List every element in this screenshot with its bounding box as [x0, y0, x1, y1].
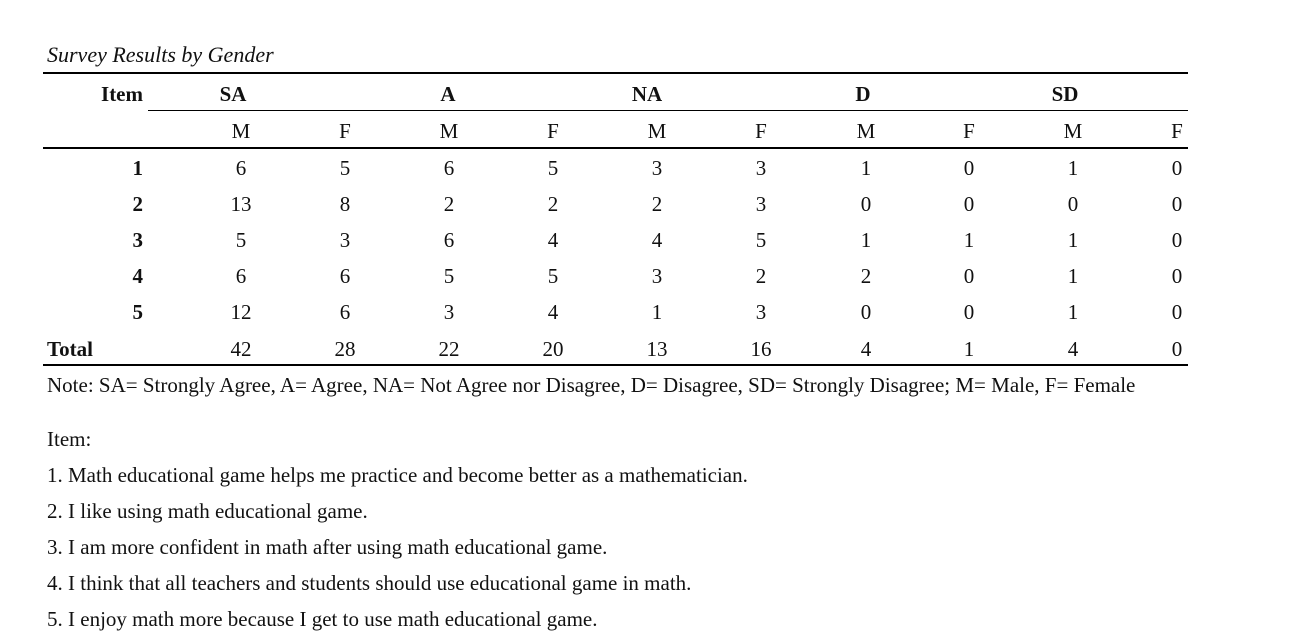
item-line-4: 4. I think that all teachers and students should use educational game in math.	[47, 571, 692, 595]
table-header-rule	[43, 147, 1188, 149]
total-cell: 4	[860, 337, 872, 361]
gender-header: F	[963, 119, 975, 143]
table-cell: 0	[963, 300, 975, 324]
table-cell: 3	[755, 156, 767, 180]
table-cell: 4	[547, 228, 559, 252]
row-label: 1	[132, 156, 143, 180]
gender-header: F	[1171, 119, 1183, 143]
table-cell: 3	[755, 192, 767, 216]
table-cell: 0	[1067, 192, 1079, 216]
table-cell: 5	[443, 264, 455, 288]
item-header: Item	[101, 82, 143, 106]
total-cell: 1	[963, 337, 975, 361]
gender-header: F	[339, 119, 351, 143]
table-cell: 3	[651, 264, 663, 288]
group-header-na: NA	[631, 82, 663, 106]
gender-header: M	[231, 119, 251, 143]
table-cell: 0	[860, 192, 872, 216]
table-cell: 8	[339, 192, 351, 216]
table-cell: 0	[1171, 156, 1183, 180]
table-cell: 6	[339, 300, 351, 324]
table-cell: 1	[1067, 300, 1079, 324]
gender-header: M	[856, 119, 876, 143]
table-cell: 2	[443, 192, 455, 216]
gender-header: M	[439, 119, 459, 143]
total-label: Total	[47, 337, 93, 361]
table-cell: 6	[235, 264, 247, 288]
table-cell: 4	[547, 300, 559, 324]
table-cell: 6	[443, 228, 455, 252]
table-cell: 1	[1067, 228, 1079, 252]
table-cell: 0	[963, 156, 975, 180]
table-cell: 2	[547, 192, 559, 216]
row-label: 5	[132, 300, 143, 324]
total-cell: 42	[230, 337, 252, 361]
total-cell: 20	[542, 337, 564, 361]
total-cell: 28	[334, 337, 356, 361]
gender-header: M	[647, 119, 667, 143]
table-cell: 1	[1067, 156, 1079, 180]
table-cell: 1	[651, 300, 663, 324]
gender-header: M	[1063, 119, 1083, 143]
table-cell: 1	[1067, 264, 1079, 288]
table-cell: 5	[547, 264, 559, 288]
table-cell: 1	[963, 228, 975, 252]
table-note: Note: SA= Strongly Agree, A= Agree, NA= Not Agree nor Disagree, D= Disagree, SD= Strongly Disagree; M= Male, F= Female	[47, 373, 1136, 397]
total-cell: 16	[750, 337, 772, 361]
items-heading: Item:	[47, 427, 92, 451]
table-cell: 0	[1171, 264, 1183, 288]
group-header-d: D	[855, 82, 871, 106]
group-header-sd: SD	[1051, 82, 1079, 106]
table-cell: 6	[339, 264, 351, 288]
item-line-2: 2. I like using math educational game.	[47, 499, 368, 523]
table-cell: 0	[1171, 228, 1183, 252]
table-cell: 4	[651, 228, 663, 252]
total-cell: 13	[646, 337, 668, 361]
row-label: 4	[132, 264, 143, 288]
table-cell: 3	[443, 300, 455, 324]
table-cell: 13	[230, 192, 252, 216]
table-cell: 3	[651, 156, 663, 180]
total-cell: 22	[438, 337, 460, 361]
total-cell: 0	[1171, 337, 1183, 361]
table-cell: 12	[230, 300, 252, 324]
gender-header: F	[547, 119, 559, 143]
table-cell: 0	[963, 264, 975, 288]
table-cell: 5	[339, 156, 351, 180]
table-cell: 2	[651, 192, 663, 216]
row-label: 2	[132, 192, 143, 216]
gender-header: F	[755, 119, 767, 143]
item-line-3: 3. I am more confident in math after using math educational game.	[47, 535, 608, 559]
group-header-sa: SA	[219, 82, 247, 106]
table-cell: 3	[339, 228, 351, 252]
table-cell: 0	[963, 192, 975, 216]
item-line-5: 5. I enjoy math more because I get to use math educational game.	[47, 607, 598, 631]
table-caption: Survey Results by Gender	[47, 42, 274, 67]
table-cell: 0	[860, 300, 872, 324]
table-cell: 6	[443, 156, 455, 180]
table-cell: 5	[235, 228, 247, 252]
table-cell: 1	[860, 228, 872, 252]
group-header-a: A	[440, 82, 456, 106]
table-cell: 1	[860, 156, 872, 180]
table-cell: 6	[235, 156, 247, 180]
table-cell: 2	[755, 264, 767, 288]
table-cell: 5	[547, 156, 559, 180]
row-label: 3	[132, 228, 143, 252]
total-cell: 4	[1067, 337, 1079, 361]
item-line-1: 1. Math educational game helps me practice and become better as a mathematician.	[47, 463, 748, 487]
table-cell: 0	[1171, 300, 1183, 324]
table-group-rule	[148, 110, 1188, 111]
table-cell: 2	[860, 264, 872, 288]
table-cell: 0	[1171, 192, 1183, 216]
table-bottom-rule	[43, 364, 1188, 366]
table-top-rule	[43, 72, 1188, 74]
table-cell: 3	[755, 300, 767, 324]
table-cell: 5	[755, 228, 767, 252]
